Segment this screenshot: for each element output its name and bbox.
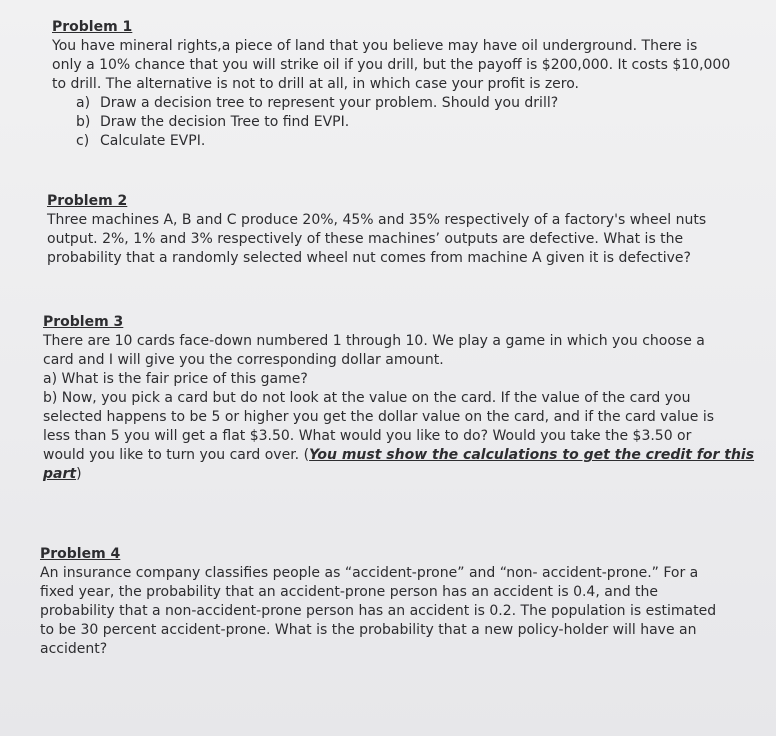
problem-text-line: accident? bbox=[40, 641, 108, 657]
problem-text-line: probability that a non-accident-prone person has an accident is 0.2. The population is estimated bbox=[40, 603, 717, 619]
problem-text-line: b) Now, you pick a card but do not look at the value on the card. If the value of the card you bbox=[43, 390, 691, 406]
problem-title: Problem 4 bbox=[40, 546, 121, 562]
problem-text-line: fixed year, the probability that an accident-prone person has an accident is 0.4, and the bbox=[40, 584, 659, 600]
sub-question-marker: b) bbox=[76, 114, 91, 130]
problem-title: Problem 3 bbox=[43, 314, 124, 330]
sub-question-b bbox=[76, 113, 752, 132]
problem-text-line: only a 10% chance that you will strike oil if you drill, but the payoff is $200,000. It costs $10,000 bbox=[52, 57, 731, 73]
sub-question-text: Draw a decision tree to represent your problem. Should you drill? bbox=[100, 95, 559, 111]
sub-question-a bbox=[76, 94, 752, 113]
problem-2 bbox=[47, 192, 747, 268]
problem-text-line: a) What is the fair price of this game? bbox=[43, 371, 308, 387]
problem-title: Problem 1 bbox=[52, 19, 133, 35]
sub-question-marker: c) bbox=[76, 133, 90, 149]
credit-requirement-emphasis: You must show the calculations to get the credit for this bbox=[309, 447, 755, 463]
problem-4 bbox=[40, 545, 740, 659]
sub-question-marker: a) bbox=[76, 95, 91, 111]
problem-1 bbox=[52, 18, 752, 151]
problem-text-line: output. 2%, 1% and 3% respectively of these machines’ outputs are defective. What is the bbox=[47, 231, 684, 247]
problem-text-line: less than 5 you will get a flat $3.50. What would you like to do? Would you take the $3.50 or bbox=[43, 428, 692, 444]
problem-text-line: An insurance company classifies people as “accident-prone” and “non- accident-prone.” For a bbox=[40, 565, 699, 581]
credit-requirement-emphasis-end: part bbox=[43, 466, 77, 482]
problem-3 bbox=[43, 313, 755, 484]
closing-paren: ) bbox=[76, 466, 82, 482]
sub-question-list bbox=[76, 94, 752, 151]
sub-question-text: Draw the decision Tree to find EVPI. bbox=[100, 114, 350, 130]
line-prefix: would you like to turn you card over. ( bbox=[43, 447, 310, 463]
problem-text-line: probability that a randomly selected wheel nut comes from machine A given it is defective? bbox=[47, 250, 691, 266]
problem-text-line bbox=[43, 446, 755, 465]
problem-text-line: to drill. The alternative is not to drill at all, in which case your profit is zero. bbox=[52, 76, 580, 92]
problem-title: Problem 2 bbox=[47, 193, 128, 209]
problem-text-line: to be 30 percent accident-prone. What is the probability that a new policy-holder will have an bbox=[40, 622, 697, 638]
problem-text-line: card and I will give you the corresponding dollar amount. bbox=[43, 352, 444, 368]
problem-text-line: Three machines A, B and C produce 20%, 45% and 35% respectively of a factory's wheel nuts bbox=[47, 212, 707, 228]
sub-question-text: Calculate EVPI. bbox=[100, 133, 206, 149]
problem-text-line: There are 10 cards face-down numbered 1 through 10. We play a game in which you choose a bbox=[43, 333, 705, 349]
problem-text-line: You have mineral rights,a piece of land that you believe may have oil underground. There is bbox=[52, 38, 698, 54]
problem-text-line: selected happens to be 5 or higher you get the dollar value on the card, and if the card value is bbox=[43, 409, 715, 425]
problem-text-line bbox=[43, 465, 713, 484]
sub-question-c bbox=[76, 132, 752, 151]
